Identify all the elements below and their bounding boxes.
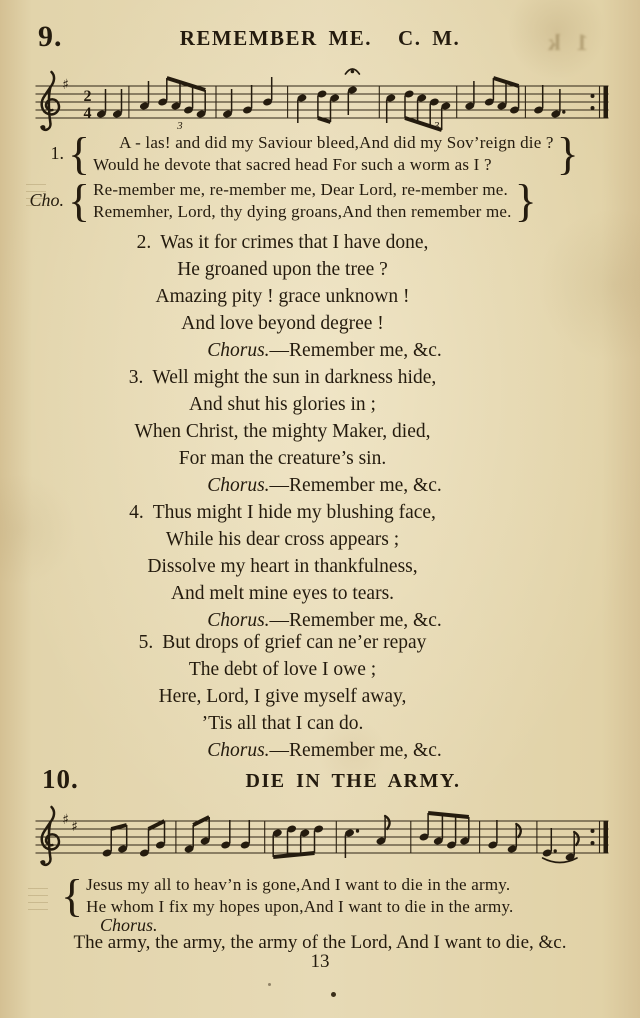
stanza-line: Jesus my all to heav’n is gone,And I want to die in the army. [86,875,511,895]
chorus-reference: Chorus.—Remember me, &c. [207,475,442,496]
hymn9-verse-2 [10,229,555,364]
hymn9-meter: C. M. [398,26,461,50]
verse-line: And love beyond degree ! [181,313,384,334]
verse-line: While his dear cross appears ; [165,529,400,550]
verse-number: 5. [138,632,154,653]
verse-line: Dissolve my heart in thankfulness, [147,556,418,577]
verse-line: Amazing pity ! grace unknown ! [155,286,410,307]
svg-text:♯: ♯ [71,819,78,835]
hymn10-title: DIE IN THE ARMY. [245,770,461,792]
show-through-staff-lines [28,882,48,916]
closing-brace-icon: } [514,175,537,226]
stanza-line: A - las! and did my Saviour bleed,And did my Sov’reign die ? [119,133,554,153]
chorus-line: Rememher, Lord, thy dying groans,And then remember me. [93,201,512,221]
verse-line: ’Tis all that I can do. [201,713,364,734]
hymn10-title-row [0,770,640,793]
paper-speck [268,983,271,986]
verse-line: Here, Lord, I give myself away, [158,686,407,707]
closing-brace-icon: } [556,128,579,179]
opening-brace-icon: { [68,175,91,226]
hymn9-music-staff [28,62,616,142]
opening-brace-icon: { [61,870,84,921]
hymn9-title-row [0,26,640,51]
hymn9-verse-3 [10,364,555,499]
hymn9-verse-5 [10,629,555,764]
chorus-reference: Chorus.—Remember me, &c. [207,340,442,361]
chorus-reference: Chorus.—Remember me, &c. [207,610,442,631]
verse-line: When Christ, the mighty Maker, died, [134,421,431,442]
verse-line: 4. Thus might I hide my blushing face, [129,502,436,523]
verse-line: 3. Well might the sun in darkness hide, [128,367,437,388]
hymn10-music-staff [28,797,616,877]
verse-line: And shut his glories in ; [189,394,376,415]
chorus-reference: Chorus.—Remember me, &c. [207,740,442,761]
chorus-line: Re-member me, re-member me, Dear Lord, re-member me. [93,180,508,200]
svg-text:4: 4 [83,105,92,122]
svg-text:3: 3 [433,120,440,132]
verse-line: 5. But drops of grief can ne’er repay [138,632,427,653]
hymn9-chorus [26,175,540,226]
opening-brace-icon: { [68,128,91,179]
hymn10-chorus-label: Chorus. [100,915,158,935]
hymn10-stanza [58,870,514,921]
hymn10-number: 10. [42,764,79,794]
treble-clef-icon [41,72,59,130]
hymn9-stanza1 [26,128,582,179]
hymn9-title: REMEMBER ME. [179,26,373,50]
hymn10-chorus-line: The army, the army, the army of the Lord, And I want to die, &c. [73,932,567,953]
verse-number: 2. [136,232,152,253]
hymn9-number: 9. [38,20,63,53]
verse-number: 4. [129,502,144,523]
svg-text:2: 2 [83,88,92,105]
svg-text:3: 3 [177,120,183,132]
verse-line: For man the creature’s sin. [178,448,387,469]
stanza-number: 1. [50,143,64,164]
treble-clef-icon [41,807,59,865]
verse-line: 2. Was it for crimes that I have done, [136,232,429,253]
verse-number: 3. [128,367,144,388]
page-number: 13 [310,951,330,972]
paper-speck [331,992,336,997]
stanza-line: He whom I fix my hopes upon,And I want to die in the army. [86,896,514,916]
show-through-text: 1 k [542,30,588,55]
verse-line: He groaned upon the tree ? [177,259,388,280]
verse-line: The debt of love I owe ; [188,659,377,680]
svg-text:♯: ♯ [62,812,69,828]
chorus-label: Cho. [29,190,64,211]
hymn9-verse-4 [10,499,555,634]
verse-line: And melt mine eyes to tears. [170,583,395,604]
svg-text:♯: ♯ [62,77,69,93]
stanza-line: Would he devote that sacred head For such a worm as I ? [93,154,492,174]
